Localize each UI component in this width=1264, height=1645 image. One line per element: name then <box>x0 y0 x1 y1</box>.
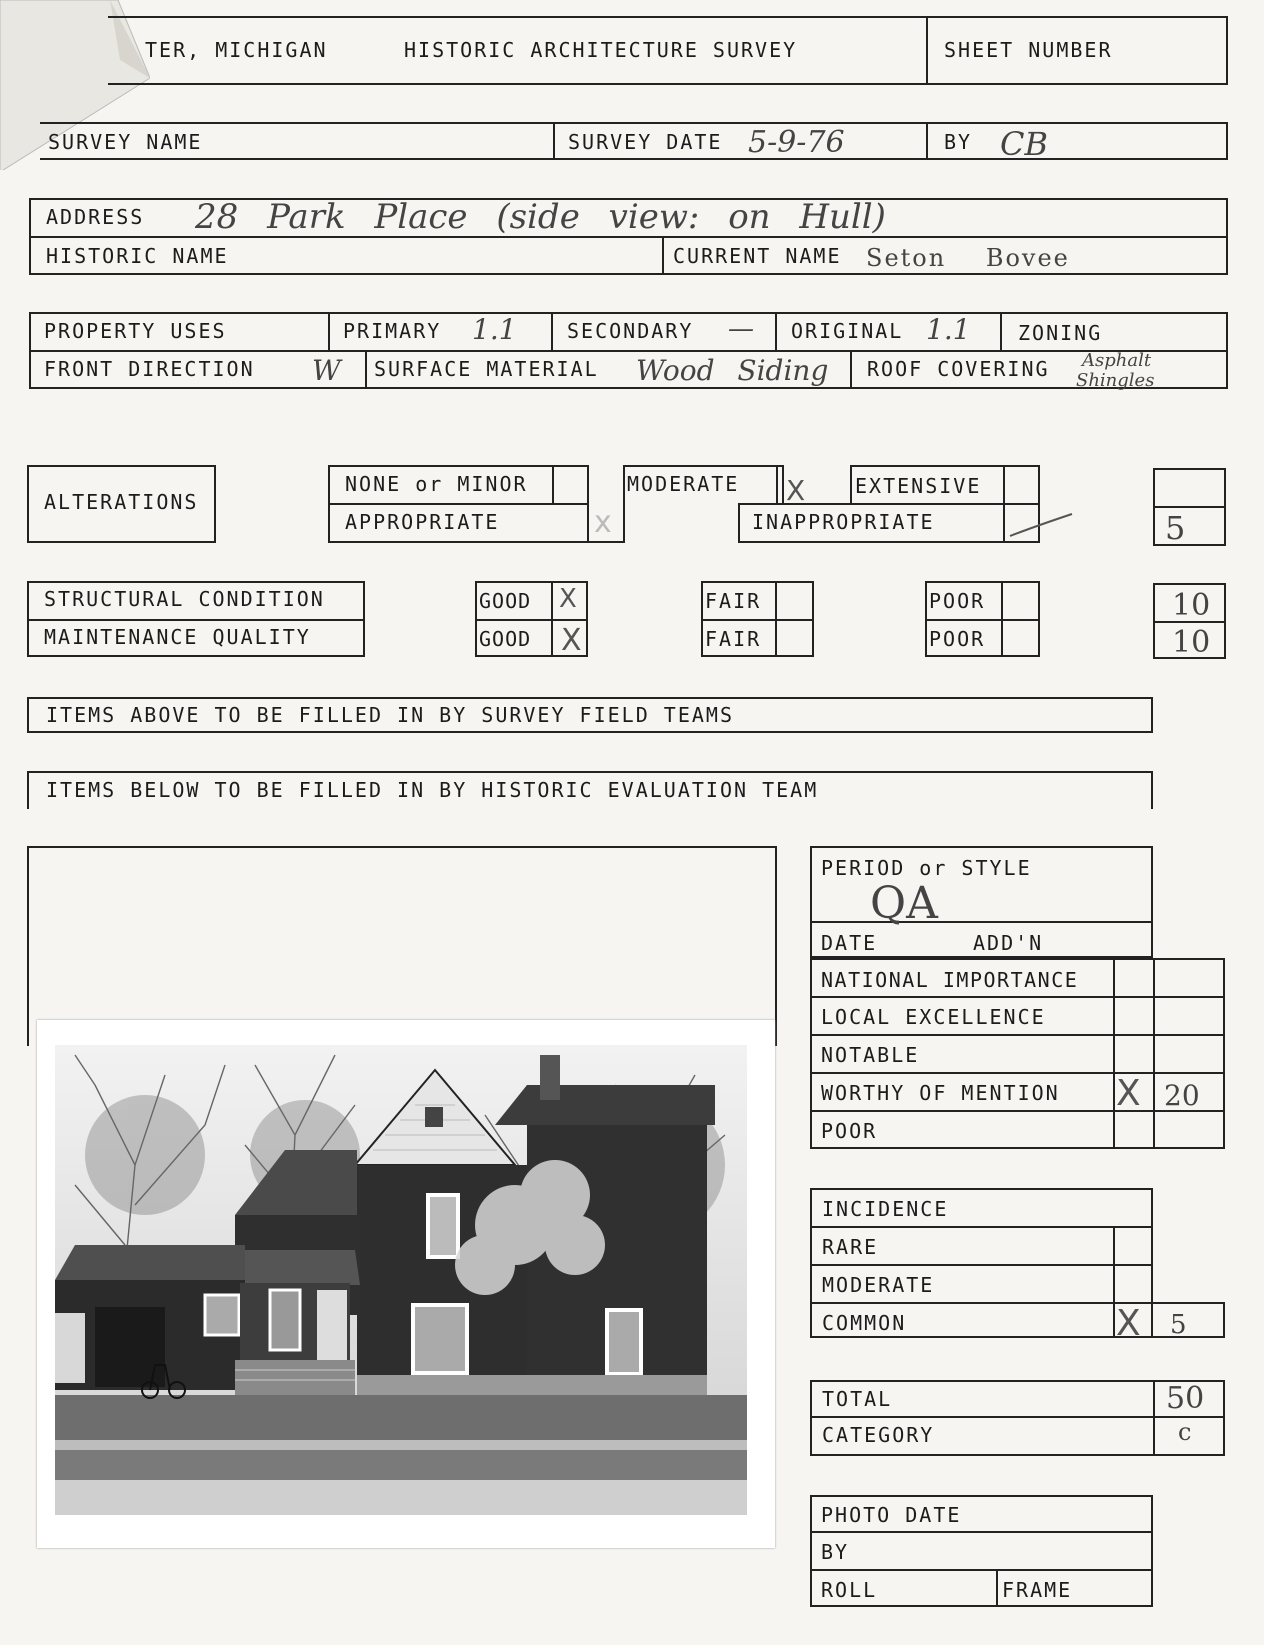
appropriate-faint-mark: x <box>594 505 612 540</box>
importance-row-2 <box>810 1034 1225 1036</box>
survey-row-right <box>1226 122 1228 160</box>
survey-date-value: 5-9-76 <box>748 125 845 160</box>
survey-name-label: SURVEY NAME <box>48 130 203 154</box>
original-value: 1.1 <box>926 313 971 346</box>
appropriate-check-line <box>623 503 625 543</box>
maintenance-good-label: GOOD <box>479 627 532 651</box>
addn-label: ADD'N <box>973 931 1044 955</box>
poor-mid <box>925 619 1040 621</box>
photo-area-frame <box>27 846 777 1046</box>
property-divider-2 <box>551 312 553 350</box>
survey-by-value: CB <box>1000 125 1048 163</box>
common-mark: X <box>1116 1303 1141 1344</box>
original-label: ORIGINAL <box>791 319 904 343</box>
primary-label: PRIMARY <box>343 319 442 343</box>
structural-condition-label: STRUCTURAL CONDITION <box>44 587 325 611</box>
secondary-value: — <box>728 314 754 344</box>
worthy-of-mention-label: WORTHY OF MENTION <box>821 1081 1060 1105</box>
items-below-note: ITEMS BELOW TO BE FILLED IN BY HISTORIC EVALUATION TEAM <box>46 778 819 802</box>
appropriate-label: APPROPRIATE <box>345 510 500 534</box>
current-name-label: CURRENT NAME <box>673 244 842 268</box>
structural-fair-label: FAIR <box>705 589 762 613</box>
property-uses-label: PROPERTY USES <box>44 319 227 343</box>
photo-info-divider <box>996 1569 998 1607</box>
survey-divider-1 <box>553 122 555 160</box>
survey-row-bottom <box>40 158 1228 160</box>
survey-row-top <box>40 122 1228 124</box>
inappropriate-label: INAPPROPRIATE <box>752 510 935 534</box>
notable-label: NOTABLE <box>821 1043 920 1067</box>
poor-check <box>1001 581 1003 657</box>
surface-material-value: Wood Siding <box>636 354 829 387</box>
importance-row-1 <box>810 996 1225 998</box>
maintenance-fair-label: FAIR <box>705 627 762 651</box>
surface-material-label: SURFACE MATERIAL <box>374 357 599 381</box>
alterations-score-mid <box>1153 506 1226 508</box>
totals-mid <box>810 1416 1225 1418</box>
zoning-label: ZONING <box>1018 321 1103 345</box>
national-importance-label: NATIONAL IMPORTANCE <box>821 968 1079 992</box>
maintenance-good-mark: X <box>561 623 582 658</box>
period-label: PERIOD or STYLE <box>821 856 1032 880</box>
total-label: TOTAL <box>822 1387 893 1411</box>
survey-date-label: SURVEY DATE <box>568 130 723 154</box>
primary-value: 1.1 <box>472 313 517 346</box>
fair-check <box>775 581 777 657</box>
date-label: DATE <box>821 931 878 955</box>
incidence-label: INCIDENCE <box>822 1197 949 1221</box>
structural-score: 10 <box>1172 588 1211 623</box>
property-divider-4 <box>1000 312 1002 350</box>
importance-row-4 <box>810 1110 1225 1112</box>
structural-good-label: GOOD <box>479 589 532 613</box>
total-value: 50 <box>1166 1381 1205 1416</box>
incidence-row-3 <box>810 1302 1153 1304</box>
appropriate-check-bottom <box>589 541 625 543</box>
none-minor-mid <box>328 503 589 505</box>
address-value: 28 Park Place (side view: on Hull) <box>195 197 886 237</box>
alterations-score: 5 <box>1165 509 1186 547</box>
extensive-label: EXTENSIVE <box>855 474 982 498</box>
maintenance-poor-label: POOR <box>929 627 986 651</box>
maintenance-score: 10 <box>1172 625 1211 660</box>
period-value: QA <box>870 878 938 929</box>
moderate-check <box>776 465 778 505</box>
totals-divider <box>1153 1380 1155 1456</box>
common-label: COMMON <box>822 1311 907 1335</box>
moderate-label: MODERATE <box>627 472 740 496</box>
importance-row-3 <box>810 1072 1225 1074</box>
survey-title: HISTORIC ARCHITECTURE SURVEY <box>404 38 798 62</box>
incidence-row-1 <box>810 1226 1153 1228</box>
roof-covering-value-2: Shingles <box>1076 370 1155 391</box>
property-divider-6 <box>850 350 852 389</box>
moderate-incidence-label: MODERATE <box>822 1273 935 1297</box>
maintenance-quality-label: MAINTENANCE QUALITY <box>44 625 311 649</box>
survey-divider-2 <box>926 122 928 160</box>
none-minor-label: NONE or MINOR <box>345 472 528 496</box>
survey-by-label: BY <box>944 130 973 154</box>
property-mid-line <box>29 350 1228 352</box>
secondary-label: SECONDARY <box>567 319 694 343</box>
house-photo-image <box>55 1045 747 1515</box>
worthy-score: 20 <box>1164 1079 1200 1112</box>
photo-by-label: BY <box>821 1540 850 1564</box>
address-divider <box>662 236 664 275</box>
category-label: CATEGORY <box>822 1423 935 1447</box>
photo-date-label: PHOTO DATE <box>821 1503 962 1527</box>
roof-covering-value-1: Asphalt <box>1082 350 1152 371</box>
worthy-mark: X <box>1116 1073 1141 1114</box>
front-direction-value: W <box>312 354 341 387</box>
property-divider-3 <box>775 312 777 350</box>
incidence-row-2 <box>810 1264 1153 1266</box>
header-divider <box>926 16 928 85</box>
property-divider-5 <box>365 350 367 389</box>
front-direction-label: FRONT DIRECTION <box>44 357 255 381</box>
extensive-check <box>1003 465 1005 505</box>
photo-info-row-1 <box>810 1531 1153 1533</box>
fair-mid <box>701 619 814 621</box>
condition-label-mid <box>27 619 365 621</box>
historic-name-label: HISTORIC NAME <box>46 244 229 268</box>
rare-label: RARE <box>822 1235 879 1259</box>
city-label: TER, MICHIGAN <box>145 38 328 62</box>
current-name-value: Seton Bovee <box>866 244 1070 272</box>
incidence-score-ext <box>1153 1302 1225 1338</box>
incidence-col-1 <box>1113 1226 1115 1338</box>
none-minor-check <box>552 465 554 503</box>
period-mid <box>810 921 1153 923</box>
frame-label: FRAME <box>1002 1578 1073 1602</box>
roof-covering-label: ROOF COVERING <box>867 357 1050 381</box>
common-score: 5 <box>1170 1310 1187 1340</box>
inappropriate-check <box>1003 503 1005 543</box>
property-divider-1 <box>328 312 330 350</box>
importance-col-2 <box>1153 958 1155 1149</box>
inappropriate-slash-mark <box>1006 510 1076 540</box>
roll-label: ROLL <box>821 1578 878 1602</box>
items-above-note: ITEMS ABOVE TO BE FILLED IN BY SURVEY FIELD TEAMS <box>46 703 735 727</box>
structural-good-mark: X <box>559 584 577 614</box>
good-check <box>551 581 553 657</box>
moderate-mark: X <box>786 474 806 507</box>
category-value: c <box>1178 1418 1192 1446</box>
local-excellence-label: LOCAL EXCELLENCE <box>821 1005 1046 1029</box>
sheet-number-label: SHEET NUMBER <box>944 38 1113 62</box>
photo-info-row-2 <box>810 1569 1153 1571</box>
alterations-label: ALTERATIONS <box>44 490 199 514</box>
structural-poor-label: POOR <box>929 589 986 613</box>
address-label: ADDRESS <box>46 205 145 229</box>
importance-top-ext <box>1153 958 1225 960</box>
good-mid <box>475 619 588 621</box>
importance-col-1 <box>1113 958 1115 1149</box>
house-photo <box>37 1020 775 1548</box>
poor-importance-label: POOR <box>821 1119 878 1143</box>
